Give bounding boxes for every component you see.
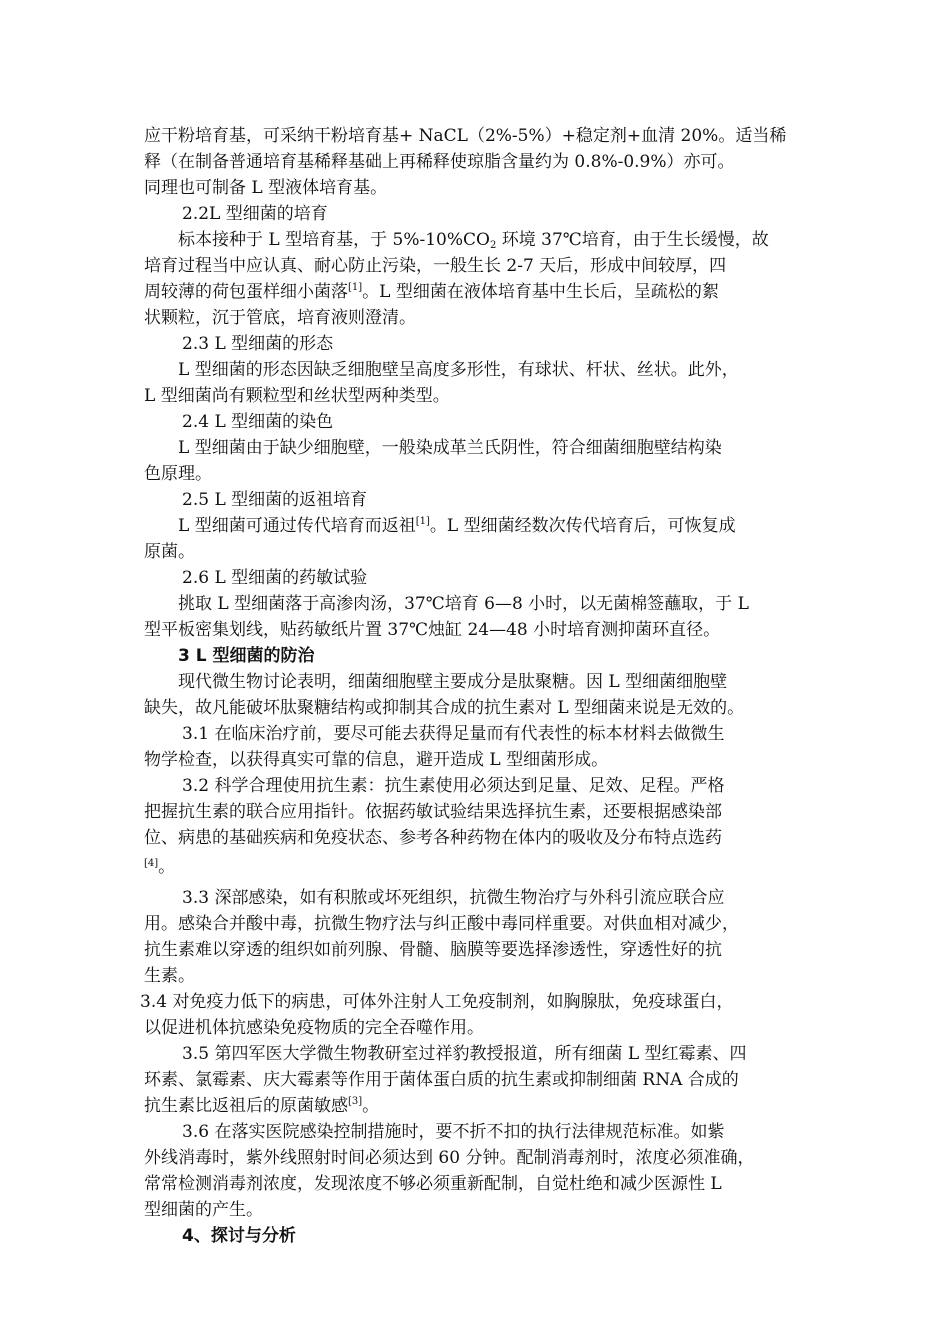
text-line: 环素、氯霉素、庆大霉素等作用于菌体蛋白质的抗生素或抑制细菌 RNA 合成的 xyxy=(144,1070,739,1090)
text-line: 位、病患的基础疾病和免疫状态、参考各种药物在体内的吸收及分布特点选药 xyxy=(144,828,722,848)
document-body xyxy=(140,123,809,1249)
text-line: 3.4 对免疫力低下的病患，可体外注射人工免疫制剂，如胸腺肽，免疫球蛋白， xyxy=(140,992,734,1012)
text-line xyxy=(144,851,809,877)
citation: [3] xyxy=(348,1096,363,1107)
paragraph-gap xyxy=(144,877,809,885)
text-line: L 型细菌尚有颗粒型和丝状型两种类型。 xyxy=(144,386,450,406)
text-line: 3.1 在临床治疗前，要尽可能去获得足量而有代表性的标本材料去做微生 xyxy=(182,724,725,744)
section-heading: 2.4 L 型细菌的染色 xyxy=(182,412,334,432)
text-line: L 型细菌由于缺少细胞壁，一般染成革兰氏阴性，符合细菌细胞壁结构染 xyxy=(178,438,722,458)
citation: [1] xyxy=(415,516,430,527)
text-line: L 型细菌的形态因缺乏细胞壁呈高度多形性，有球状、杆状、丝状。此外， xyxy=(178,360,739,380)
text-segment: 抗生素比返祖后的原菌敏感 xyxy=(144,1096,348,1116)
text-line: 型细菌的产生。 xyxy=(144,1200,263,1220)
text-line xyxy=(144,1093,809,1119)
text-segment: 。 xyxy=(158,857,176,877)
subscript: 2 xyxy=(489,240,497,251)
section-heading: 2.2L 型细菌的培育 xyxy=(182,204,328,224)
text-line: 常常检测消毒剂浓度，发现浓度不够必须重新配制，自觉杜绝和减少医源性 L xyxy=(144,1174,722,1194)
text-line: 型平板密集划线，贴药敏纸片置 37℃烛缸 24—48 小时培育测抑菌环直径。 xyxy=(144,620,721,640)
section-heading: 2.6 L 型细菌的药敏试验 xyxy=(182,568,368,588)
text-line: 物学检查，以获得真实可靠的信息，避开造成 L 型细菌形成。 xyxy=(144,750,609,770)
citation: [1] xyxy=(348,282,363,293)
text-line: 培育过程当中应认真、耐心防止污染，一般生长 2-7 天后，形成中间较厚，四 xyxy=(144,256,727,276)
text-segment: L 型细菌可通过传代培育而返祖 xyxy=(178,516,416,536)
text-line: 3.6 在落实医院感染控制措施时，要不折不扣的执行法律规范标准。如紫 xyxy=(182,1122,725,1142)
text-line: 色原理。 xyxy=(144,464,212,484)
citation: [4] xyxy=(144,858,159,869)
text-line: 缺失，故凡能破坏肽聚糖结构或抑制其合成的抗生素对 L 型细菌来说是无效的。 xyxy=(144,698,745,718)
text-line: 用。感染合并酸中毒，抗微生物疗法与纠正酸中毒同样重要。对供血相对减少， xyxy=(144,914,739,934)
text-line: 3.5 第四军医大学微生物教研室过祥豹教授报道，所有细菌 L 型红霉素、四 xyxy=(182,1044,747,1064)
text-line: 以促进机体抗感染免疫物质的完全吞噬作用。 xyxy=(144,1018,484,1038)
text-line: 原菌。 xyxy=(144,542,195,562)
text-line: 状颗粒，沉于管底，培育液则澄清。 xyxy=(144,308,416,328)
chapter-heading: 4、探讨与分析 xyxy=(182,1226,296,1246)
text-line: 释（在制备普通培育基稀释基础上再稀释使琼脂含量约为 0.8%-0.9%）亦可。 xyxy=(144,152,735,172)
text-line: 外线消毒时，紫外线照射时间必须达到 60 分钟。配制消毒剂时，浓度必须准确， xyxy=(144,1148,755,1168)
section-heading: 2.3 L 型细菌的形态 xyxy=(182,334,334,354)
chapter-heading: 3 L 型细菌的防治 xyxy=(178,646,315,666)
text-segment: 。L 型细菌经数次传代培育后，可恢复成 xyxy=(429,516,736,536)
text-line: 现代微生物讨论表明，细菌细胞壁主要成分是肽聚糖。因 L 型细菌细胞壁 xyxy=(178,672,728,692)
text-segment: 标本接种于 L 型培育基，于 5%-10%CO xyxy=(178,230,490,250)
text-line xyxy=(144,227,809,253)
text-segment: 周较薄的荷包蛋样细小菌落 xyxy=(144,282,348,302)
text-line: 应干粉培育基，可采纳干粉培育基+ NaCL（2%-5%）+稳定剂+血清 20%。适当稀 xyxy=(144,126,787,146)
text-line: 3.2 科学合理使用抗生素：抗生素使用必须达到足量、足效、足程。严格 xyxy=(182,776,725,796)
text-line: 挑取 L 型细菌落于高渗肉汤，37℃培育 6—8 小时，以无菌棉签蘸取，于 L xyxy=(178,594,749,614)
text-line: 把握抗生素的联合应用指针。依据药敏试验结果选择抗生素，还要根据感染部 xyxy=(144,802,722,822)
text-segment: 。 xyxy=(362,1096,380,1116)
text-line: 抗生素难以穿透的组织如前列腺、骨髓、脑膜等要选择渗透性，穿透性好的抗 xyxy=(144,940,722,960)
text-line: 3.3 深部感染，如有积脓或坏死组织，抗微生物治疗与外科引流应联合应 xyxy=(182,888,725,908)
text-segment: 。L 型细菌在液体培育基中生长后，呈疏松的絮 xyxy=(362,282,719,302)
text-line: 同理也可制备 L 型液体培育基。 xyxy=(144,178,388,198)
text-line xyxy=(144,279,809,305)
text-line: 生素。 xyxy=(144,966,195,986)
text-segment: 环境 37℃培育，由于生长缓慢，故 xyxy=(496,230,769,250)
section-heading: 2.5 L 型细菌的返祖培育 xyxy=(182,490,368,510)
text-line xyxy=(144,513,809,539)
